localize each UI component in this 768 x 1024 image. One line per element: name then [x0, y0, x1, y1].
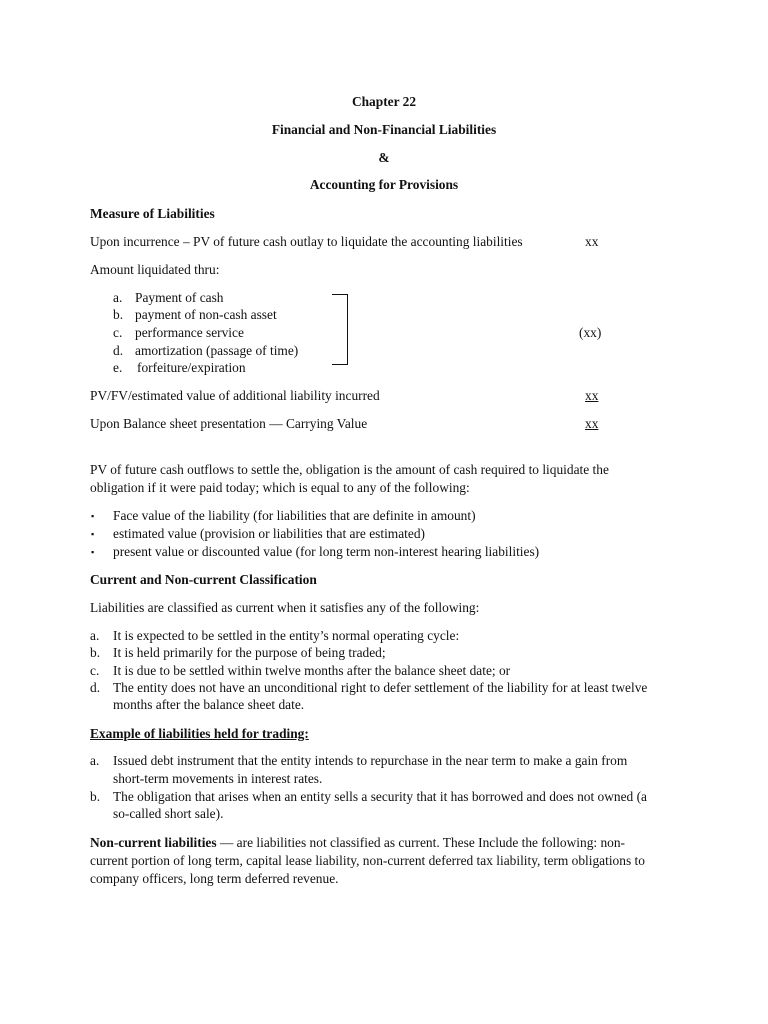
list-item-marker: b. — [90, 645, 101, 660]
list-item-marker: b. — [90, 789, 101, 804]
list-item: It is held primarily for the purpose of being traded; — [113, 645, 386, 660]
bullet-icon: ▪ — [91, 547, 95, 557]
list-item: present value or discounted value (for long term non-interest hearing liabilities) — [113, 544, 540, 559]
list-item: amortization (passage of time) — [135, 343, 299, 358]
additional-liability-amount: xx — [585, 388, 599, 403]
bullet-icon: ▪ — [91, 511, 95, 521]
list-item: It is due to be settled within twelve months after the balance sheet date; or — [113, 663, 511, 678]
classification-intro: Liabilities are classified as current when it satisfies any of the following: — [90, 600, 480, 615]
incurrence-amount: xx — [585, 234, 599, 249]
list-item-marker: c. — [113, 325, 123, 340]
noncurrent-line — [90, 835, 625, 851]
list-item-marker: a. — [113, 290, 123, 305]
list-item-marker: e. — [113, 360, 123, 375]
pv-paragraph-line: PV of future cash outflows to settle the, obligation is the amount of cash required to liquidate the — [90, 462, 609, 477]
chapter-title: Financial and Non-Financial Liabilities — [271, 122, 497, 137]
list-item-continuation: so-called short sale). — [113, 806, 224, 821]
list-item-marker: d. — [113, 343, 124, 358]
incurrence-text: Upon incurrence – PV of future cash outlay to liquidate the accounting liabilities — [90, 234, 523, 249]
list-item-continuation: short-term movements in interest rates. — [113, 771, 323, 786]
noncurrent-definition: — are liabilities not classified as current. These Include the following: non- — [216, 835, 626, 850]
list-item-continuation: months after the balance sheet date. — [113, 697, 305, 712]
list-item: payment of non-cash asset — [135, 307, 277, 322]
list-item: estimated value (provision or liabilities that are estimated) — [113, 526, 425, 541]
list-item: Face value of the liability (for liabilities that are definite in amount) — [113, 508, 476, 523]
classification-heading: Current and Non-current Classification — [90, 572, 317, 587]
list-item: The entity does not have an unconditional right to defer settlement of the liability for at least twelve — [113, 680, 648, 695]
pv-paragraph-line: obligation if it were paid today; which is equal to any of the following: — [90, 480, 470, 495]
balance-sheet-amount: xx — [585, 416, 599, 431]
noncurrent-term: Non-current liabilities — [90, 835, 217, 850]
list-item: The obligation that arises when an entity sells a security that it has borrowed and does not owned (a — [113, 789, 647, 804]
balance-sheet-text: Upon Balance sheet presentation — Carrying Value — [90, 416, 368, 431]
list-item-marker: a. — [90, 628, 100, 643]
chapter-subtitle: Accounting for Provisions — [309, 177, 459, 192]
list-item: Payment of cash — [135, 290, 224, 305]
chapter-label: Chapter 22 — [351, 94, 417, 109]
title-ampersand: & — [378, 150, 390, 165]
list-item: forfeiture/expiration — [137, 360, 246, 375]
list-item-marker: b. — [113, 307, 124, 322]
list-item: It is expected to be settled in the entity’s normal operating cycle: — [113, 628, 460, 643]
list-item: performance service — [135, 325, 244, 340]
list-item-marker: c. — [90, 663, 100, 678]
trading-heading: Example of liabilities held for trading: — [90, 726, 309, 741]
list-item: Issued debt instrument that the entity intends to repurchase in the near term to make a gain from — [113, 753, 628, 768]
list-item-marker: d. — [90, 680, 101, 695]
items-amount: (xx) — [579, 325, 602, 340]
measure-heading: Measure of Liabilities — [90, 206, 215, 221]
liquidated-label: Amount liquidated thru: — [90, 262, 220, 277]
list-item-marker: a. — [90, 753, 100, 768]
grouping-bracket — [332, 294, 348, 365]
noncurrent-line: current portion of long term, capital lease liability, non-current deferred tax liability, term obligations to — [90, 853, 645, 868]
noncurrent-line: company officers, long term deferred revenue. — [90, 871, 339, 886]
bullet-icon: ▪ — [91, 529, 95, 539]
additional-liability-text: PV/FV/estimated value of additional liability incurred — [90, 388, 380, 403]
